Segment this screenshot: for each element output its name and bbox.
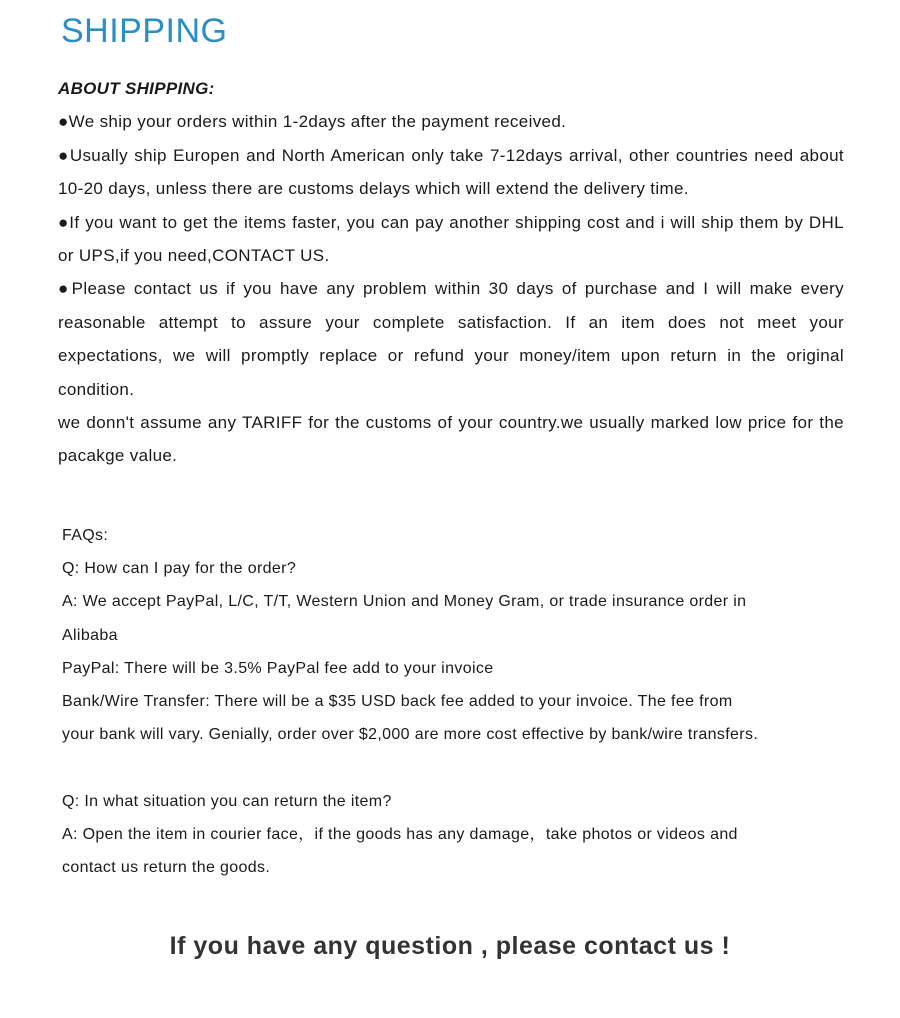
about-paragraph-tariff: we donn't assume any TARIFF for the customs of your country.we usually marked low price for the pacakge value. [58, 413, 844, 466]
faq-answer-payment-line: Alibaba [62, 626, 118, 644]
about-shipping-section [58, 72, 844, 473]
faq-heading: FAQs: [62, 527, 109, 544]
about-paragraph-delivery-time: ●Usually ship Europen and North American only take 7-12days arrival, other countries need about 10-20 days, unless there are customs delays which will extend the delivery time. [58, 145, 844, 199]
about-paragraph-dispatch: ●We ship your orders within 1-2days after the payment received. [58, 112, 567, 132]
faq-bank-fee-line: your bank will vary. Genially, order over $2,000 are more cost effective by bank/wire transfers. [62, 726, 759, 744]
about-paragraph-satisfaction: ●Please contact us if you have any problem within 30 days of purchase and I will make every reasonable attempt to assure your complete satisfaction. If an item does not meet your expectations, we will promptly replace or refund your money/item upon return in the original condition. [58, 279, 844, 399]
faq-section [62, 519, 852, 884]
contact-us-banner: If you have any question , please contact us ! [169, 932, 731, 960]
faq-paypal-fee: PayPal: There will be 3.5% PayPal fee add to your invoice [62, 659, 494, 677]
faq-answer-return-line: A: Open the item in courier face，if the goods has any damage，take photos or videos and [62, 825, 738, 843]
faq-answer-payment-line: A: We accept PayPal, L/C, T/T, Western Union and Money Gram, or trade insurance order in [62, 593, 747, 611]
faq-spacer [62, 751, 852, 784]
page-title: SHIPPING [61, 12, 228, 50]
about-paragraph-express: ●If you want to get the items faster, you can pay another shipping cost and i will ship them by DHL or UPS,if you need,CONTACT US. [58, 212, 844, 266]
faq-bank-fee-line: Bank/Wire Transfer: There will be a $35 USD back fee added to your invoice. The fee from [62, 693, 733, 711]
faq-question-return: Q: In what situation you can return the item? [62, 792, 392, 810]
about-shipping-heading: ABOUT SHIPPING: [58, 79, 215, 98]
faq-answer-return-line: contact us return the goods. [62, 859, 271, 877]
faq-question-payment: Q: How can I pay for the order? [62, 560, 297, 578]
